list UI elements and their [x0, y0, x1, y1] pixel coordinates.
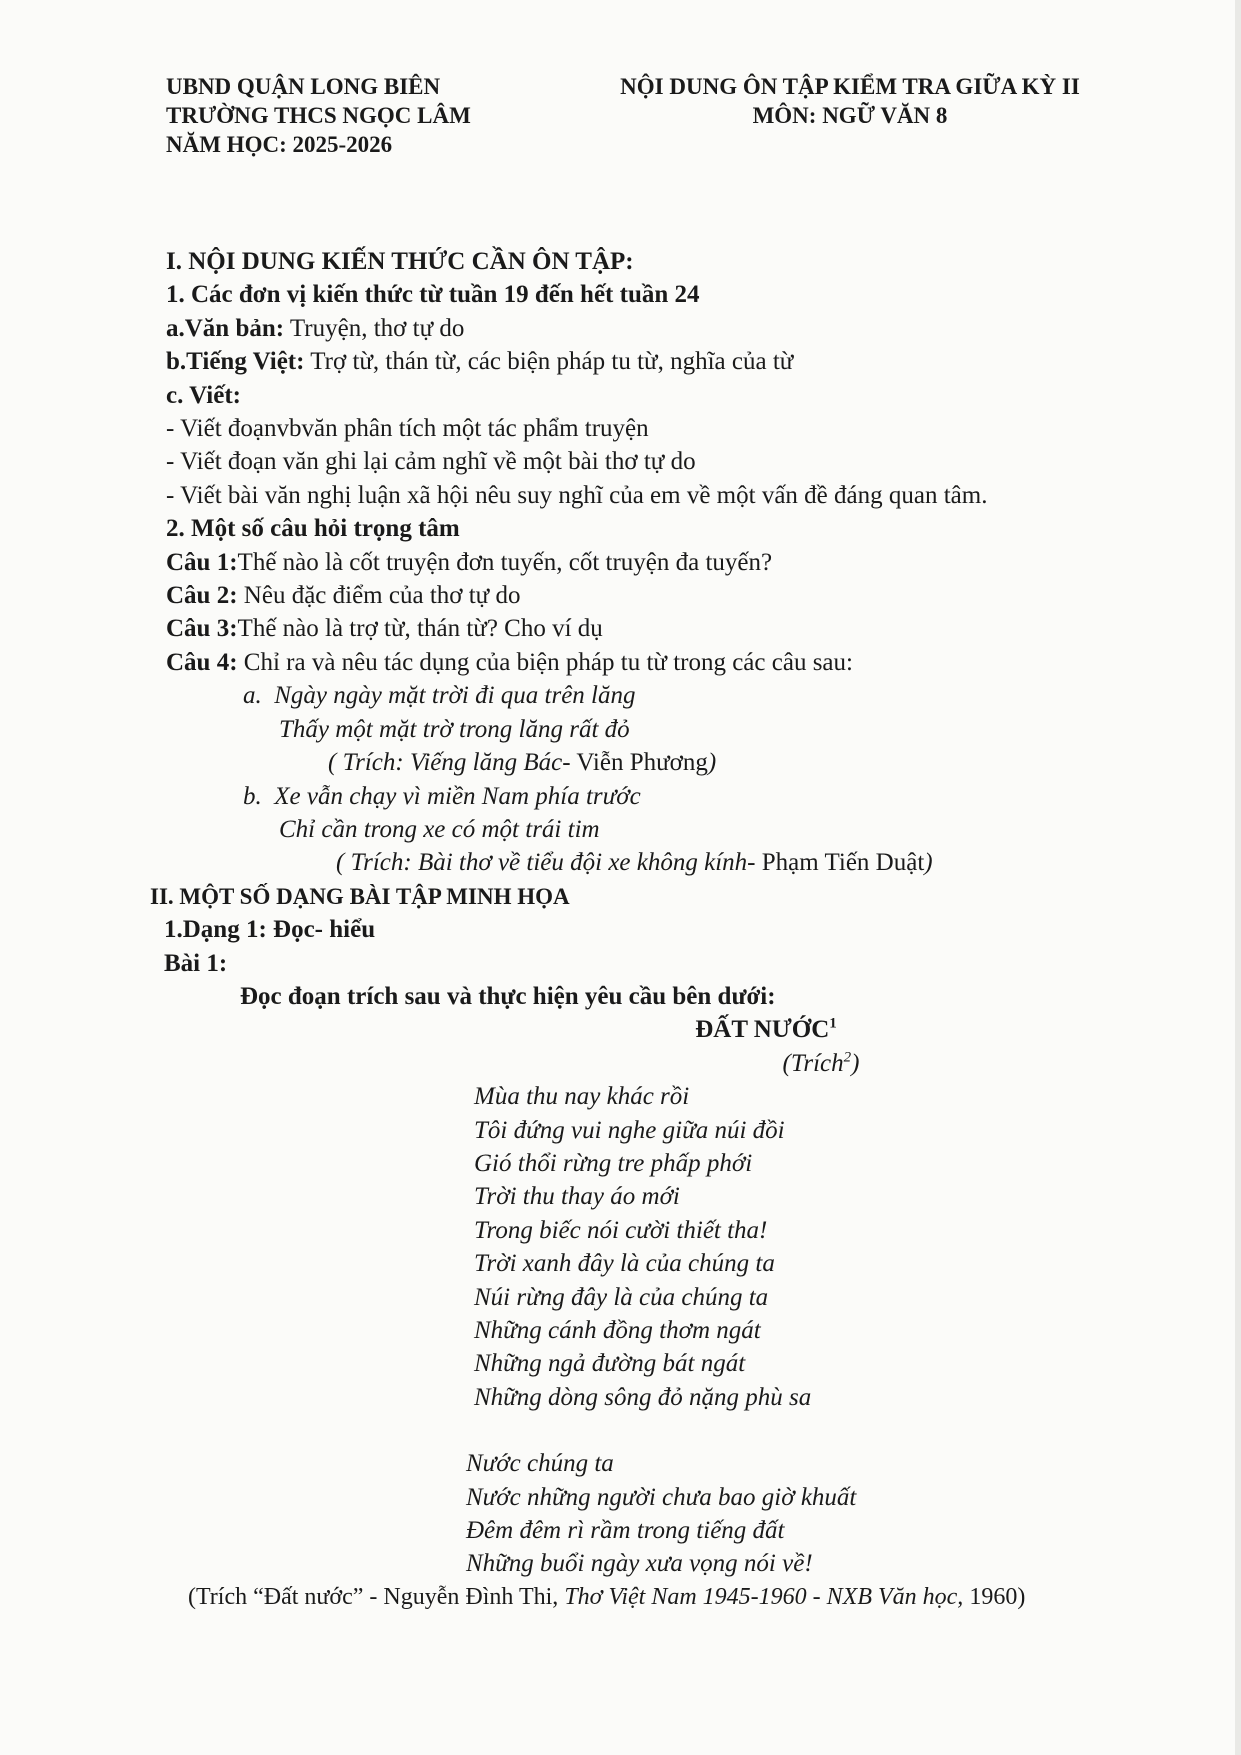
exercise-1-label: Bài 1: — [164, 949, 228, 977]
poem-source-author: (Trích “Đất nước” - Nguyễn Đình Thi, — [188, 1583, 565, 1610]
poem-excerpt-note — [166, 1047, 1166, 1080]
poem-line: Đêm đêm rì rầm trong tiếng đất — [466, 1517, 785, 1545]
section-1-sub-1: 1. Các đơn vị kiến thức từ tuần 19 đến hết tuần 24 — [166, 281, 700, 309]
section-1-title: I. NỘI DUNG KIẾN THỨC CẦN ÔN TẬP: — [166, 248, 634, 275]
poem-line: Những buổi ngày xưa vọng nói về! — [466, 1550, 813, 1578]
question-text: Thế nào là cốt truyện đơn tuyến, cốt truyện đa tuyến? — [237, 548, 773, 576]
item-c-bullet: - Viết đoạnvbvăn phân tích một tác phẩm truyện — [166, 415, 649, 443]
section-1-sub-2: 2. Một số câu hỏi trọng tâm — [166, 515, 460, 543]
item-c-bullet: - Viết đoạn văn ghi lại cảm nghĩ về một bài thơ tự do — [166, 448, 696, 476]
poem-line: Những ngả đường bát ngát — [474, 1350, 746, 1378]
excerpt-close: ) — [851, 1049, 860, 1077]
example-a-line-1 — [166, 679, 1166, 712]
item-b-label: b.Tiếng Việt: — [166, 348, 305, 376]
poem-title — [166, 1013, 1166, 1046]
scan-edge — [1235, 0, 1241, 1755]
poem-line: Tôi đứng vui nghe giữa núi đồi — [474, 1116, 785, 1144]
item-c-bullet: - Viết bài văn nghị luận xã hội nêu suy nghĩ của em về một vấn đề đáng quan tâm. — [166, 481, 988, 509]
question-text: Thế nào là trợ từ, thán từ? Cho ví dụ — [237, 615, 603, 643]
poem-line: Những dòng sông đỏ nặng phù sa — [474, 1383, 812, 1411]
example-a-source-title: ( Trích: Viếng lăng Bác- — [328, 749, 571, 777]
stanza-gap — [166, 1414, 1166, 1447]
exercise-type-1: 1.Dạng 1: Đọc- hiểu — [164, 916, 376, 944]
poem-source — [188, 1581, 1166, 1614]
example-a-source-author: Viễn Phương — [570, 749, 708, 777]
poem-line: Nước những người chưa bao giờ khuất — [466, 1483, 857, 1511]
footnote-ref-1: 1 — [829, 1016, 837, 1033]
question-3 — [166, 612, 1166, 645]
header-subject: MÔN: NGỮ VĂN 8 — [752, 103, 948, 128]
question-1 — [166, 546, 1166, 579]
example-a-line-2: Thấy một mặt trờ trong lăng rất đỏ — [279, 715, 630, 743]
example-b-source-close: ) — [924, 849, 933, 877]
question-4 — [166, 646, 1166, 679]
question-label: Câu 3: — [166, 615, 238, 643]
example-b-source-author: Phạm Tiến Duật — [755, 849, 925, 877]
header-school: TRƯỜNG THCS NGỌC LÂM — [166, 103, 471, 128]
example-a-marker: a. — [243, 682, 262, 710]
header-district: UBND QUẬN LONG BIÊN — [166, 74, 441, 99]
poem-line: Những cánh đồng thơm ngát — [474, 1317, 761, 1344]
document-body — [150, 245, 1166, 1614]
question-text: Nêu đặc điểm của thơ tự do — [237, 582, 521, 610]
poem-title-text: ĐẤT NƯỚC — [695, 1016, 830, 1044]
question-label: Câu 1: — [166, 548, 238, 576]
poem-line: Trong biếc nói cười thiết tha! — [474, 1216, 768, 1244]
footnote-ref-2: 2 — [843, 1049, 852, 1066]
poem-source-year: 1960) — [963, 1583, 1026, 1610]
header-left — [166, 72, 471, 159]
example-b-text-1: Xe vẫn chạy vì miền Nam phía trước — [274, 782, 641, 810]
example-b-source — [166, 846, 1166, 879]
poem-line: Gió thổi rừng tre phấp phới — [474, 1149, 753, 1177]
exercise-instruction: Đọc đoạn trích sau và thực hiện yêu cầu bên dưới: — [240, 982, 776, 1010]
example-b-line-1 — [166, 780, 1166, 813]
example-a-text-1: Ngày ngày mặt trời đi qua trên lăng — [274, 682, 636, 710]
question-text: Chỉ ra và nêu tác dụng của biện pháp tu từ trong các câu sau: — [237, 648, 853, 676]
poem-line: Trời xanh đây là của chúng ta — [474, 1250, 775, 1278]
example-b-line-2: Chỉ cần trong xe có một trái tim — [279, 815, 600, 843]
item-a-label: a.Văn bản: — [166, 314, 285, 342]
header-right — [594, 72, 1106, 130]
item-b — [166, 345, 1166, 378]
header-school-year: NĂM HỌC: 2025-2026 — [166, 132, 393, 157]
excerpt-open: (Trích — [782, 1049, 844, 1077]
item-b-text: Trợ từ, thán từ, các biện pháp tu từ, nghĩa của từ — [304, 348, 794, 376]
section-2-title: II. MỘT SỐ DẠNG BÀI TẬP MINH HỌA — [150, 883, 570, 909]
poem-line: Nước chúng ta — [466, 1450, 614, 1478]
question-label: Câu 4: — [166, 648, 238, 676]
question-2 — [166, 579, 1166, 612]
example-b-marker: b. — [243, 782, 262, 810]
example-a-source-close: ) — [707, 749, 717, 777]
poem-source-book: Thơ Việt Nam 1945-1960 - NXB Văn học, — [564, 1583, 964, 1610]
item-a — [166, 312, 1166, 345]
poem-line: Núi rừng đây là của chúng ta — [474, 1283, 769, 1311]
poem-line: Trời thu thay áo mới — [474, 1183, 680, 1211]
header-doc-title: NỘI DUNG ÔN TẬP KIỂM TRA GIỮA KỲ II — [620, 74, 1080, 99]
item-a-text: Truyện, thơ tự do — [284, 314, 465, 342]
example-a-source — [166, 746, 1166, 779]
poem-line: Mùa thu nay khác rồi — [474, 1083, 690, 1111]
question-label: Câu 2: — [166, 582, 238, 610]
item-c-label: c. Viết: — [166, 381, 241, 409]
example-b-source-title: ( Trích: Bài thơ về tiểu đội xe không kính- — [336, 849, 756, 877]
